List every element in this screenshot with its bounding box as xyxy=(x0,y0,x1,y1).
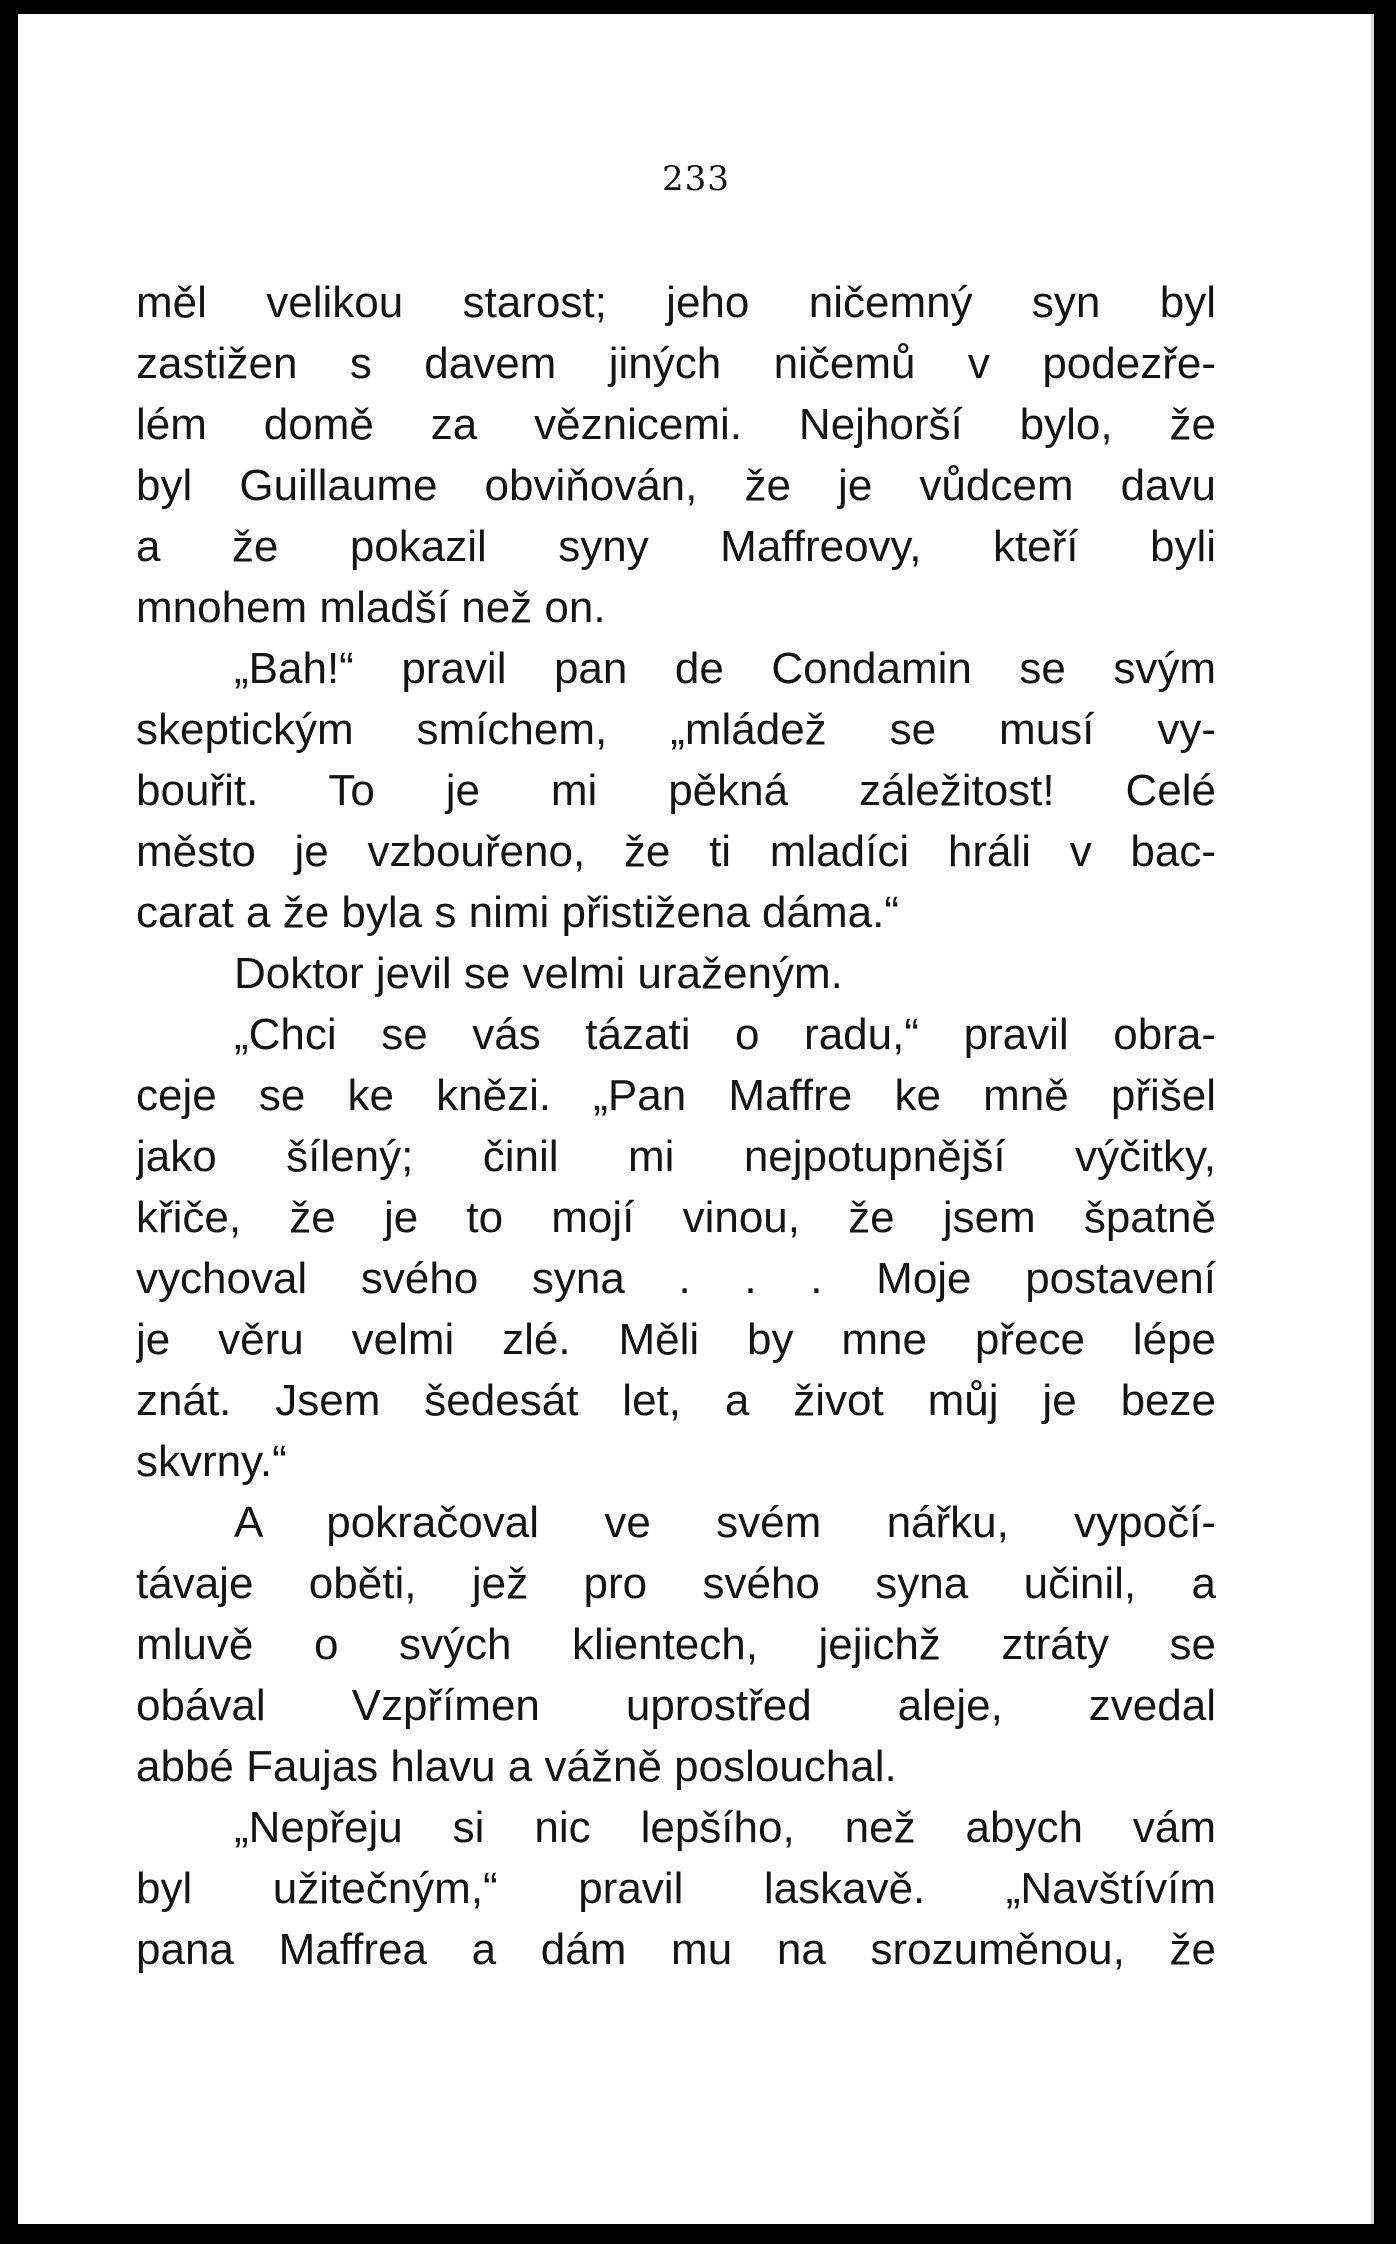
text-line: měl velikou starost; jeho ničemný syn byl xyxy=(136,278,1216,327)
text-line: „Nepřeju si nic lepšího, než abych vám xyxy=(234,1803,1216,1852)
text-line: lém domě za věznicemi. Nejhorší bylo, že xyxy=(136,400,1216,449)
text-line: skeptickým smíchem, „mládež se musí vy- xyxy=(136,705,1216,754)
text-line: „Bah!“ pravil pan de Condamin se svým xyxy=(234,644,1216,693)
text-line: město je vzbouřeno, že ti mladíci hráli v bac- xyxy=(136,827,1216,876)
text-line: abbé Faujas hlavu a vážně poslouchal. xyxy=(136,1742,897,1791)
text-line: bouřit. To je mi pěkná záležitost! Celé xyxy=(136,766,1216,815)
text-line: carat a že byla s nimi přistižena dáma.“ xyxy=(136,888,899,937)
text-line: obával Vzpřímen uprostřed aleje, zvedal xyxy=(136,1681,1216,1730)
text-line: znát. Jsem šedesát let, a život můj je beze xyxy=(136,1376,1216,1425)
text-line: zastižen s davem jiných ničemů v podezře- xyxy=(136,339,1216,388)
text-line: křiče, že je to mojí vinou, že jsem špatně xyxy=(136,1193,1216,1242)
text-line: vychoval svého syna . . . Moje postavení xyxy=(136,1254,1216,1303)
text-line: skvrny.“ xyxy=(136,1437,287,1486)
text-line: mnohem mladší než on. xyxy=(136,583,606,632)
text-line: je věru velmi zlé. Měli by mne přece lépe xyxy=(136,1315,1216,1364)
text-line: pana Maffrea a dám mu na srozuměnou, že xyxy=(136,1925,1216,1974)
text-line: a že pokazil syny Maffreovy, kteří byli xyxy=(136,522,1216,571)
text-line: A pokračoval ve svém nářku, vypočí- xyxy=(234,1498,1216,1547)
text-line: jako šílený; činil mi nejpotupnější výčitky, xyxy=(136,1132,1216,1181)
page-edge xyxy=(1371,14,1374,2224)
text-line: Doktor jevil se velmi uraženým. xyxy=(234,949,843,998)
text-line: mluvě o svých klientech, jejichž ztráty se xyxy=(136,1620,1216,1669)
text-line: „Chci se vás tázati o radu,“ pravil obra- xyxy=(234,1010,1216,1059)
text-line: byl užitečným,“ pravil laskavě. „Navštívím xyxy=(136,1864,1216,1913)
text-line: byl Guillaume obviňován, že je vůdcem davu xyxy=(136,461,1216,510)
page-number: 233 xyxy=(662,159,730,199)
body-text xyxy=(136,272,1216,1980)
text-line: ceje se ke knězi. „Pan Maffre ke mně přišel xyxy=(136,1071,1216,1120)
book-page xyxy=(18,14,1374,2224)
text-line: távaje oběti, jež pro svého syna učinil, a xyxy=(136,1559,1216,1608)
